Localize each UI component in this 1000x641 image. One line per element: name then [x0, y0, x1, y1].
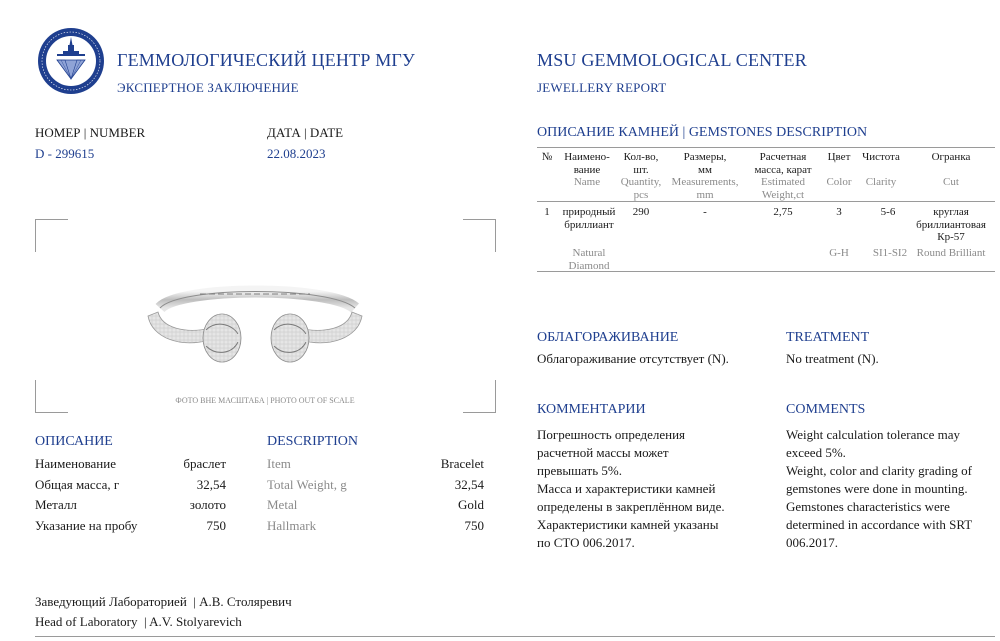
description-en-heading: DESCRIPTION	[267, 434, 359, 449]
col-header-en-qty: Quantity, pcs	[620, 176, 662, 201]
col-header-en-cut: Cut	[943, 176, 959, 188]
cell-color: 3	[836, 206, 842, 218]
description-ru-row	[35, 518, 226, 534]
comment-line: определены в закреплённом виде.	[537, 499, 725, 514]
prop-label: Hallmark	[267, 518, 317, 533]
treatment-ru-text: Облагораживание отсутствует (N).	[537, 351, 729, 366]
comment-line: Характеристики камней указаны	[537, 517, 719, 532]
msu-seal-logo	[37, 27, 105, 95]
col-header-clarity: Чистота	[862, 151, 900, 163]
photo-caption: ФОТО ВНЕ МАСШТАБА | PHOTO OUT OF SCALE	[175, 396, 355, 405]
en-title: MSU GEMMOLOGICAL CENTER	[537, 50, 807, 70]
description-en-row	[267, 518, 484, 534]
footer-rule	[35, 636, 995, 637]
treatment-en-heading: TREATMENT	[786, 330, 870, 345]
comment-line: превышать 5%.	[537, 463, 622, 478]
col-header-en-clarity: Clarity	[865, 176, 897, 188]
cell-qty: 290	[632, 206, 650, 218]
number-label: НОМЕР | NUMBER	[35, 125, 146, 140]
col-header-en-size: Measurements, mm	[671, 176, 739, 201]
prop-label: Наименование	[35, 456, 116, 471]
col-header-qty: Кол-во, шт.	[623, 151, 659, 176]
prop-value: 750	[206, 518, 226, 533]
comment-line: Gemstones characteristics were	[786, 499, 950, 514]
cell-name: природный бриллиант	[562, 206, 616, 231]
col-header-size: Размеры, мм	[683, 151, 727, 176]
comment-line: Масса и характеристики камней	[537, 481, 716, 496]
prop-label: Общая масса, г	[35, 477, 120, 492]
prop-value: 32,54	[196, 477, 226, 492]
description-en-row	[267, 456, 484, 472]
description-ru-row	[35, 477, 226, 493]
prop-value: золото	[189, 497, 226, 512]
col-header-cut: Огранка	[931, 151, 971, 163]
comments-en-heading: COMMENTS	[786, 402, 866, 417]
signature-ru: Заведующий Лабораторией | А.В. Столяревич	[35, 594, 292, 609]
comments-ru-text	[537, 426, 777, 552]
cell-size: -	[703, 206, 707, 218]
prop-value: браслет	[183, 456, 226, 471]
cell-en-clarity: SI1-SI2	[872, 247, 908, 259]
comment-line: gemstones were done in mounting.	[786, 481, 968, 496]
description-en-row	[267, 477, 484, 493]
comment-line: по СТО 006.2017.	[537, 535, 635, 550]
prop-label: Металл	[35, 497, 77, 512]
treatment-en-text: No treatment (N).	[786, 351, 879, 366]
treatment-ru-heading: ОБЛАГОРАЖИВАНИЕ	[537, 330, 679, 345]
cell-weight: 2,75	[773, 206, 793, 218]
col-header-en-name: Name	[573, 176, 601, 188]
col-header-en-color: Color	[826, 176, 852, 188]
description-ru-row	[35, 456, 226, 472]
ru-title: ГЕММОЛОГИЧЕСКИЙ ЦЕНТР МГУ	[117, 50, 415, 70]
description-ru-heading: ОПИСАНИЕ	[35, 434, 113, 449]
description-ru-row	[35, 497, 226, 513]
comment-line: Weight, color and clarity grading of	[786, 463, 972, 478]
cell-en-color: G-H	[829, 247, 849, 259]
prop-label: Metal	[267, 497, 298, 512]
number-value: D - 299615	[35, 146, 95, 161]
ru-subtitle: ЭКСПЕРТНОЕ ЗАКЛЮЧЕНИЕ	[117, 80, 299, 95]
prop-value: 32,54	[454, 477, 484, 492]
col-header-color: Цвет	[827, 151, 851, 163]
prop-label: Указание на пробу	[35, 518, 138, 533]
date-value: 22.08.2023	[267, 146, 326, 161]
prop-value: Bracelet	[440, 456, 484, 471]
comments-ru-heading: КОММЕНТАРИИ	[537, 402, 646, 417]
comment-line: Weight calculation tolerance may	[786, 427, 961, 442]
date-label: ДАТА | DATE	[267, 125, 344, 140]
cell-en-cut: Round Brilliant	[916, 247, 986, 259]
cell-no: 1	[544, 206, 550, 218]
prop-value: 750	[464, 518, 484, 533]
col-header-no: №	[541, 151, 553, 163]
col-header-en-weight: Estimated Weight,ct	[761, 176, 805, 201]
cell-cut: круглая бриллиантовая Кр-57	[916, 206, 986, 243]
prop-label: Item	[267, 456, 291, 471]
bracelet-photo	[140, 268, 370, 378]
signature-en: Head of Laboratory | A.V. Stolyarevich	[35, 614, 242, 629]
comment-line: determined in accordance with SRT	[786, 517, 973, 532]
en-subtitle: JEWELLERY REPORT	[537, 80, 667, 95]
description-en-row	[267, 497, 484, 513]
col-header-weight: Расчетная масса, карат	[754, 151, 812, 176]
comment-line: 006.2017.	[786, 535, 838, 550]
comment-line: Погрешность определения	[537, 427, 686, 442]
comments-en-text	[786, 426, 996, 552]
comment-line: расчетной массы может	[537, 445, 669, 460]
col-header-name: Наимено- вание	[564, 151, 610, 176]
comment-line: exceed 5%.	[786, 445, 846, 460]
gemstones-heading: ОПИСАНИЕ КАМНЕЙ | GEMSTONES DESCRIPTION	[537, 125, 868, 140]
prop-value: Gold	[458, 497, 484, 512]
prop-label: Total Weight, g	[267, 477, 347, 492]
cell-clarity: 5-6	[880, 206, 896, 218]
cell-en-name: Natural Diamond	[568, 247, 610, 272]
